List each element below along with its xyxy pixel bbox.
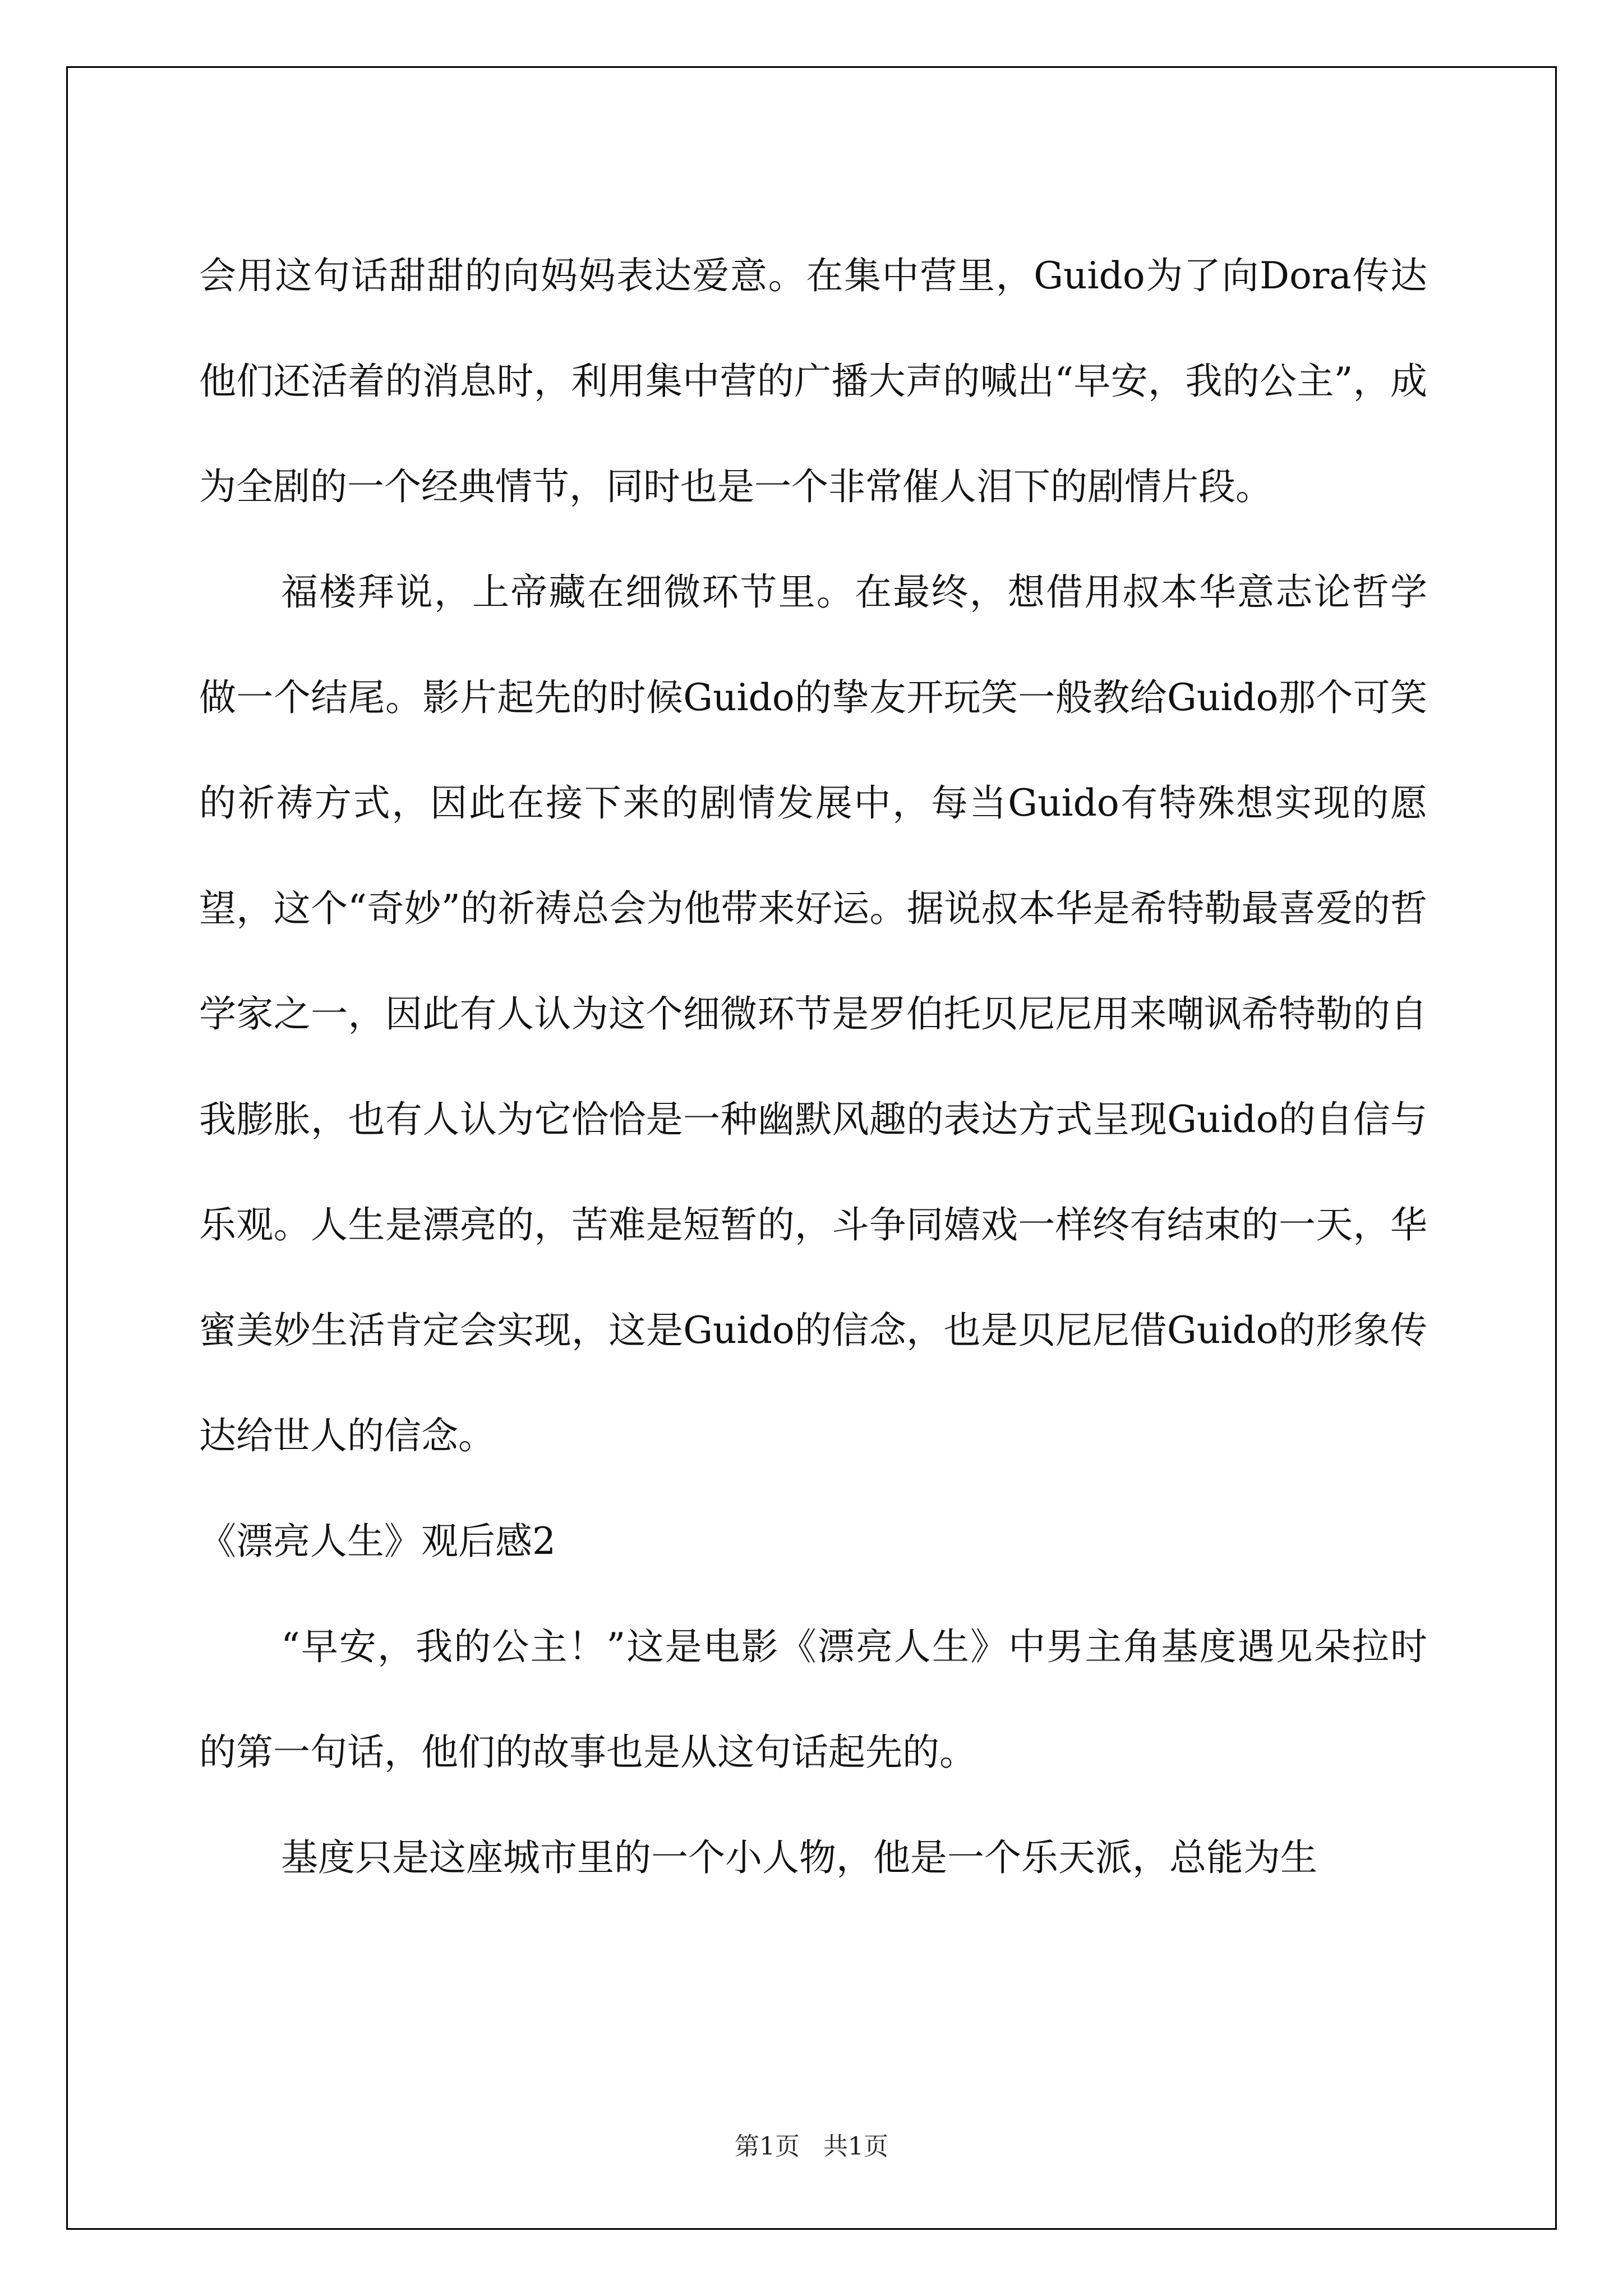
paragraph-4: 基度只是这座城市里的一个小人物，他是一个乐天派，总能为生 xyxy=(281,1836,1317,1879)
document-body xyxy=(199,223,1427,1911)
paragraph-1: 会用这句话甜甜的向妈妈表达爱意。在集中营里，Guido为了向Dora传达他们还活着的消息时，利用集中营的广播大声的喊出“早安，我的公主”，成为全剧的一个经典情节，同时也是一个非常催人泪下的剧情片段。 xyxy=(199,254,1427,508)
page-footer xyxy=(0,2126,1623,2162)
page-number: 第1页 xyxy=(735,2132,800,2161)
paragraph-3: “早安，我的公主！”这是电影《漂亮人生》中男主角基度遇见朵拉时的第一句话，他们的故事也是从这句话起先的。 xyxy=(199,1625,1427,1774)
section-heading: 《漂亮人生》观后感2 xyxy=(199,1520,556,1563)
paragraph-2: 福楼拜说，上帝藏在细微环节里。在最终，想借用叔本华意志论哲学做一个结尾。影片起先的时候Guido的挚友开玩笑一般教给Guido那个可笑的祈祷方式，因此在接下来的剧情发展中，每当Guido有特殊想实现的愿望，这个“奇妙”的祈祷总会为他带来好运。据说叔本华是希特勒最喜爱的哲学家之一，因此有人认为这个细微环节是罗伯托贝尼尼用来嘲讽希特勒的自我膨胀，也有人认为它恰恰是一种幽默风趣的表达方式呈现Guido的自信与乐观。人生是漂亮的，苦难是短暂的，斗争同嬉戏一样终有结束的一天，华蜜美妙生活肯定会实现，这是Guido的信念，也是贝尼尼借Guido的形象传达给世人的信念。 xyxy=(199,570,1427,1457)
page-total: 共1页 xyxy=(823,2132,888,2161)
